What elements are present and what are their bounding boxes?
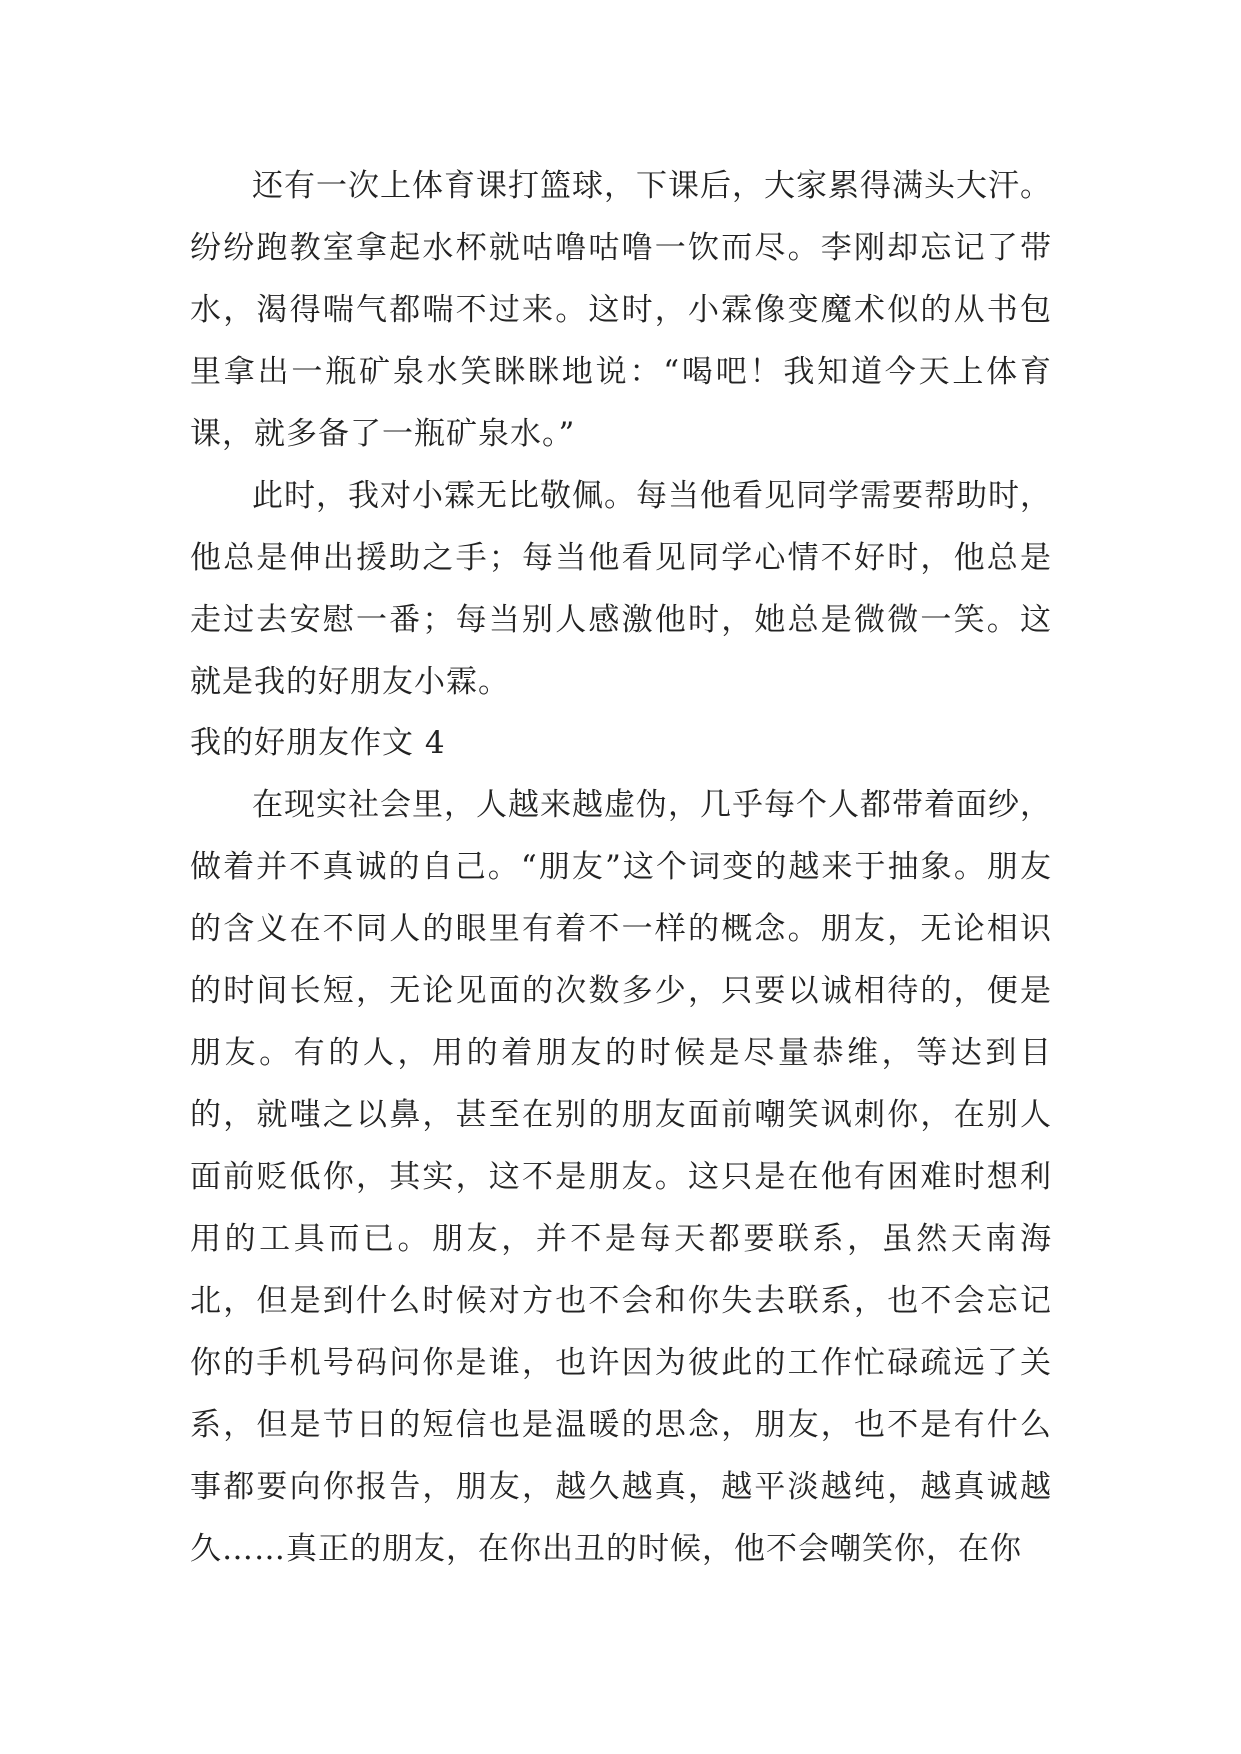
paragraph-admiration: 此时，我对小霖无比敬佩。每当他看见同学需要帮助时，他总是伸出援助之手；每当他看见同学心情不好时，他总是走过去安慰一番；每当别人感激他时，她总是微微一笑。这就是我的好朋友小霖。 (190, 478, 1052, 700)
paragraph-basketball-story: 还有一次上体育课打篮球，下课后，大家累得满头大汗。纷纷跑教室拿起水杯就咕噜咕噜一饮而尽。李刚却忘记了带水，渴得喘气都喘不过来。这时，小霖像变魔术似的从书包里拿出一瓶矿泉水笑眯眯地说：“喝吧！我知道今天上体育课，就多备了一瓶矿泉水。” (190, 168, 1052, 452)
paragraph-friendship-essay: 在现实社会里，人越来越虚伪，几乎每个人都带着面纱，做着并不真诚的自己。“朋友”这个词变的越来于抽象。朋友的含义在不同人的眼里有着不一样的概念。朋友，无论相识的时间长短，无论见面的次数多少，只要以诚相待的，便是朋友。有的人，用的着朋友的时候是尽量恭维，等达到目的，就嗤之以鼻，甚至在别的朋友面前嘲笑讽刺你，在别人面前贬低你，其实，这不是朋友。这只是在他有困难时想利用的工具而已。朋友，并不是每天都要联系，虽然天南海北，但是到什么时候对方也不会和你失去联系，也不会忘记你的手机号码问你是谁，也许因为彼此的工作忙碌疏远了关系，但是节日的短信也是温暖的思念，朋友，也不是有什么事都要向你报告，朋友，越久越真，越平淡越纯，越真诚越久……真正的朋友，在你出丑的时候，他不会嘲笑你，在你 (190, 787, 1052, 1567)
paragraph-block (190, 774, 1052, 1580)
paragraph-block (190, 155, 1052, 465)
section-title: 我的好朋友作文 4 (190, 725, 446, 761)
section-heading-block (190, 712, 1052, 774)
paragraph-block (190, 465, 1052, 713)
